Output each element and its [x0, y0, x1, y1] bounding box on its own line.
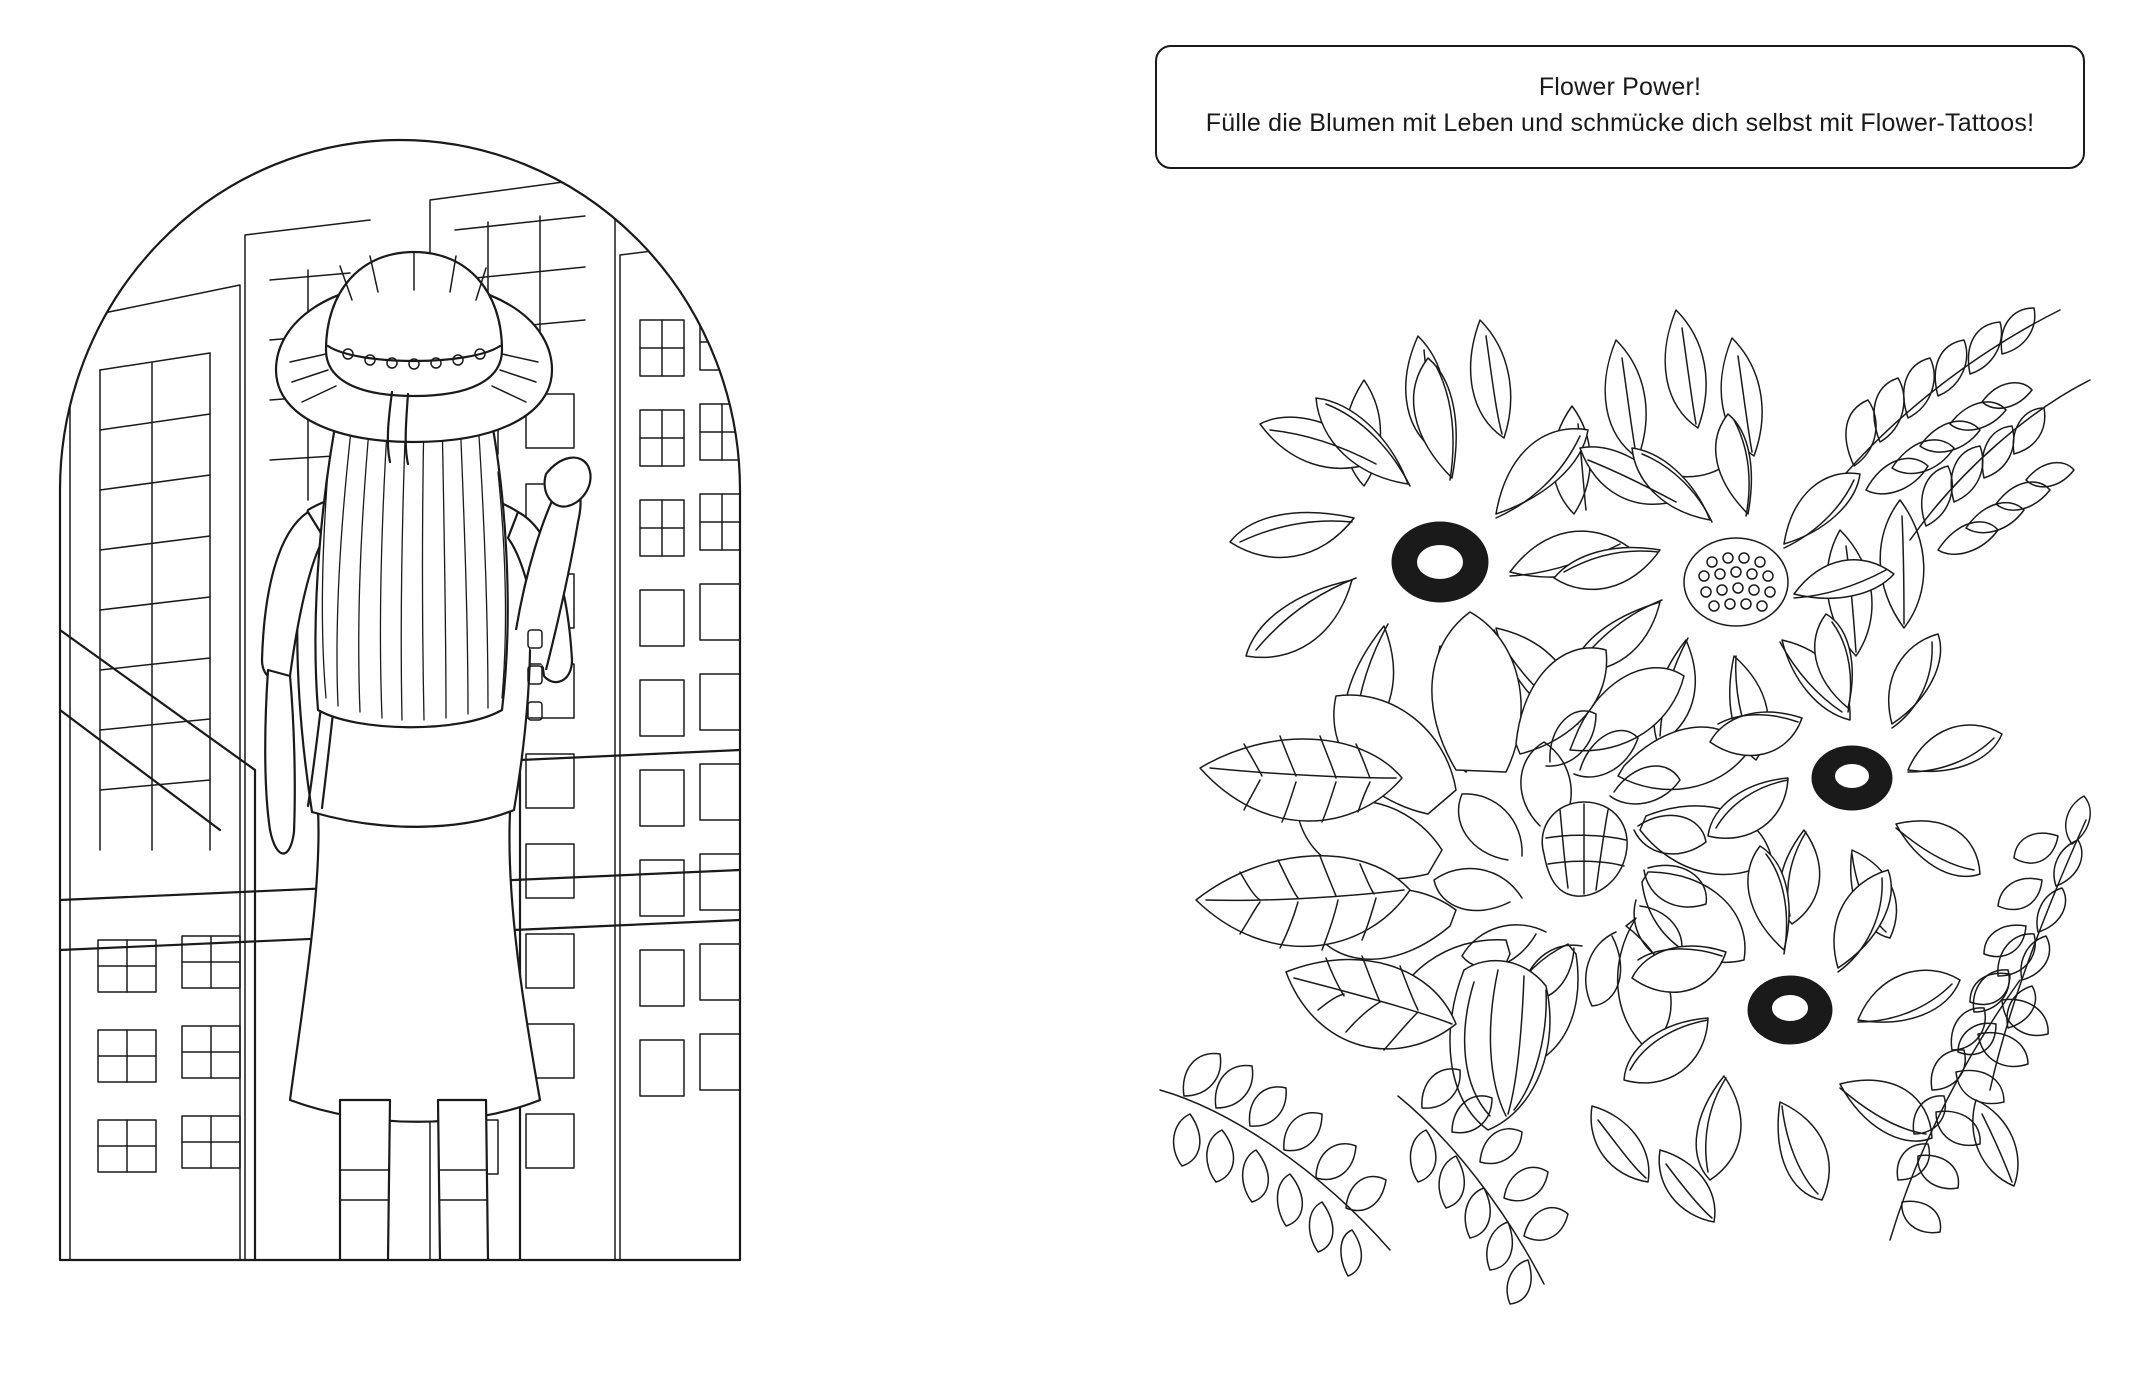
window-scene-artwork [40, 70, 1040, 1340]
instruction-text: Fülle die Blumen mit Leben und schmücke dich selbst mit Flower-Tattoos! [1205, 109, 2035, 137]
right-column [1140, 45, 2110, 1345]
daisy2-center [1684, 538, 1788, 626]
fern-top-right-2 [1910, 380, 2090, 554]
left-arm [265, 670, 295, 854]
right-leg [438, 1100, 488, 1260]
long-hair [315, 400, 507, 727]
fern-bottom-left [1160, 1053, 1390, 1276]
anemone-center-highlight [1834, 763, 1870, 789]
left-leg [340, 1100, 390, 1260]
flower-illustration [1140, 210, 2100, 1325]
left-illustration [40, 70, 1040, 1340]
instruction-title: Flower Power! [1538, 73, 1702, 101]
flower-bouquet-artwork [1140, 210, 2100, 1325]
right-hand [545, 458, 591, 507]
daisy-center-highlight [1416, 544, 1464, 580]
poppy-center-highlight [1771, 994, 1809, 1022]
skirt [290, 810, 540, 1122]
fern-right-edge [1958, 796, 2090, 1090]
instruction-box [1155, 45, 2085, 169]
window-view [60, 175, 744, 1260]
city-buildings-left [70, 285, 240, 1260]
fern-top-right [1840, 308, 2060, 494]
rose-bud [1450, 961, 1550, 1130]
